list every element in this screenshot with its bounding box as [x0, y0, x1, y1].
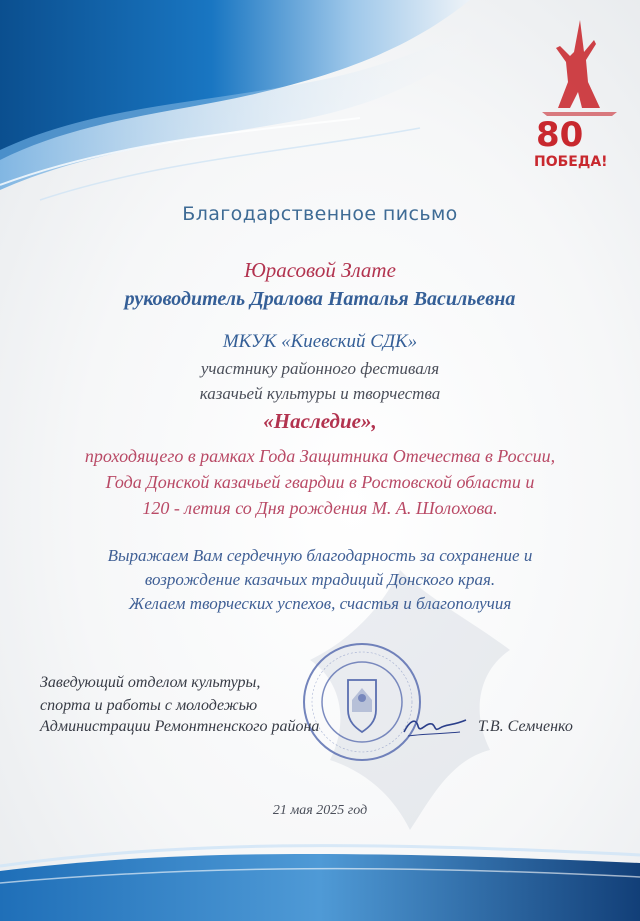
document-date: 21 мая 2025 год	[272, 803, 368, 818]
handwritten-signature	[400, 712, 470, 740]
emblem-caption: ПОБЕДА!	[534, 154, 608, 170]
occasion-line: Года Донской казачьей гвардии в Ростовской области и	[105, 472, 535, 492]
victory-80-emblem-icon	[522, 12, 632, 172]
recipient-leader: руководитель Дралова Наталья Васильевна	[124, 288, 516, 310]
participant-line: казачьей культуры и творчества	[199, 384, 441, 403]
gratitude-line: Желаем творческих успехов, счастья и благополучия	[128, 594, 512, 613]
gratitude-line: Выражаем Вам сердечную благодарность за сохранение и	[107, 546, 533, 565]
organization-name: МКУК «Киевский СДК»	[222, 331, 418, 352]
bottom-wave-decoration	[0, 811, 640, 921]
document-title: Благодарственное письмо	[182, 203, 458, 225]
official-stamp-icon	[300, 640, 425, 765]
gratitude-line: возрождение казачьих традиций Донского края.	[144, 570, 496, 589]
signatory-title-line: спорта и работы с молодежью	[40, 697, 258, 714]
signatory-title-line: Заведующий отделом культуры,	[40, 674, 261, 691]
occasion-line: проходящего в рамках Года Защитника Отечества в России,	[84, 446, 556, 466]
participant-line: участнику районного фестиваля	[200, 359, 440, 378]
signatory-title-line: Администрации Ремонтненского района	[40, 718, 320, 735]
recipient-name: Юрасовой Злате	[244, 258, 396, 282]
emblem-number: 80	[536, 115, 584, 155]
signer-name: Т.В. Семченко	[478, 718, 573, 735]
festival-name: «Наследие»,	[263, 409, 377, 433]
occasion-line: 120 - летия со Дня рождения М. А. Шолохова.	[142, 498, 498, 518]
